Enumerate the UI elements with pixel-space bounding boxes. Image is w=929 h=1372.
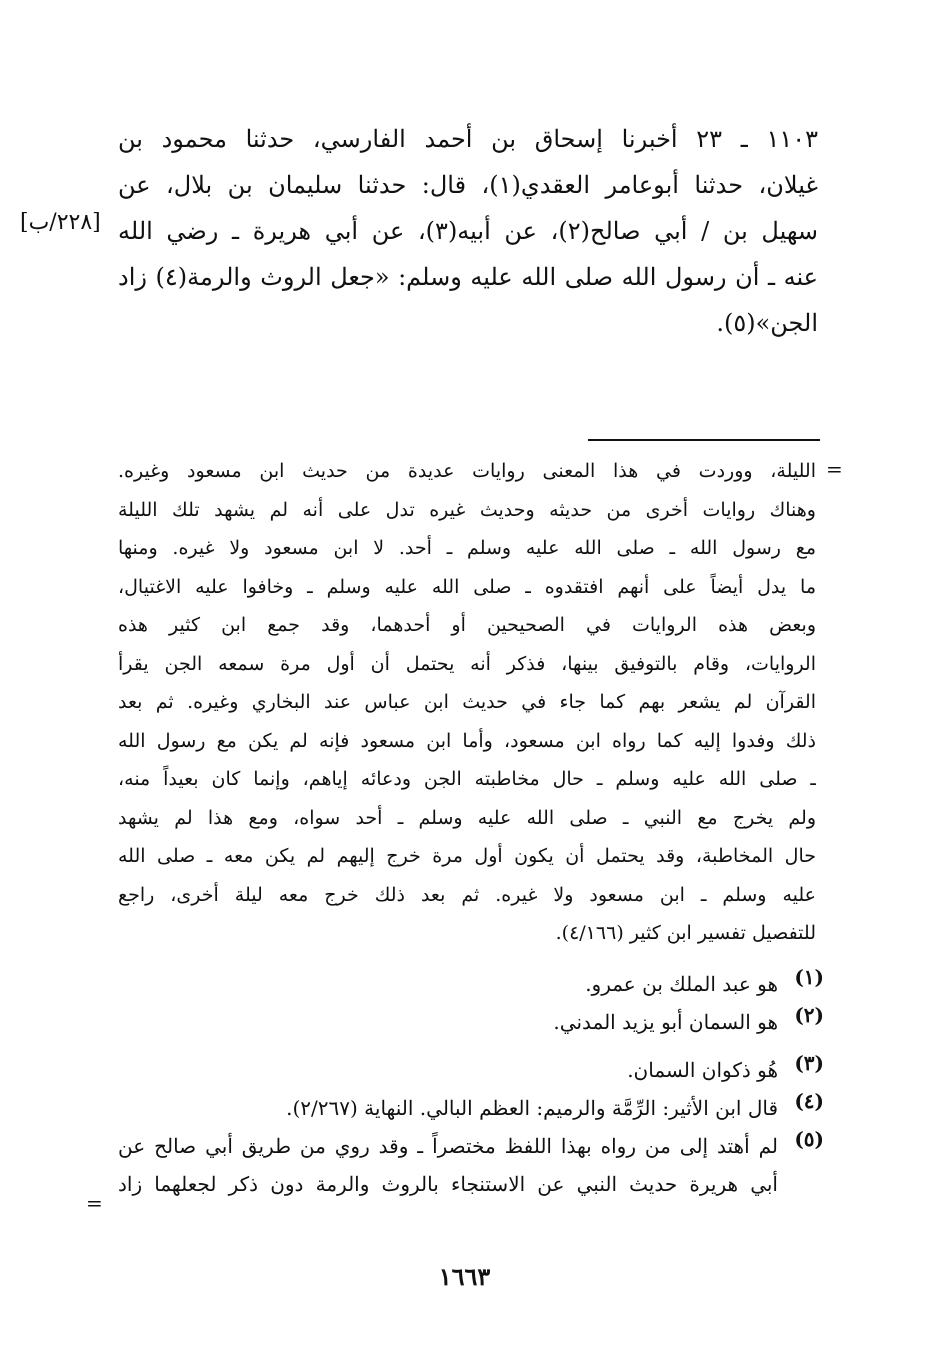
footnote-line: مع رسول الله ـ صلى الله عليه وسلم ـ أحد. لا ابن مسعود ولا غيره. ومنها xyxy=(118,537,816,559)
footnote-line: الليلة، ووردت في هذا المعنى روايات عديدة من حديث ابن مسعود وغيره. xyxy=(118,460,816,482)
footnote-text: هو عبد الملك بن عمرو. xyxy=(585,972,778,996)
hadith-text xyxy=(118,116,818,346)
footnote-text: لم أهتد إلى من رواه بهذا اللفظ مختصراً ـ وقد روي من طريق أبي صالح عن xyxy=(118,1134,778,1158)
manuscript-folio-reference: [٢٢٨/ب] xyxy=(20,210,101,235)
footnote-line: وبعض هذه الروايات في الصحيحين أو أحدهما، وقد جمع ابن كثير هذه xyxy=(118,614,816,636)
footnote-separator xyxy=(588,439,820,441)
footnote-line: وهناك روايات أخرى من حديثه وحديث غيره تدل على أنه لم يشهد تلك الليلة xyxy=(118,498,816,521)
footnote-line: ـ صلى الله عليه وسلم ـ حال مخاطبته الجن ودعائه إياهم، وإنما كان بعيداً منه، xyxy=(118,768,816,790)
footnote-number: (٣) xyxy=(794,1051,824,1075)
hadith-line: غيلان، حدثنا أبوعامر العقدي(١)، قال: حدثنا سليمان بن بلال، عن xyxy=(118,171,818,199)
page-number: ١٦٦٣ xyxy=(438,1262,491,1291)
footnote-continuation xyxy=(118,452,816,953)
footnote-text: هُو ذكوان السمان. xyxy=(627,1058,778,1082)
footnote-line: عليه وسلم ـ ابن مسعود ولا غيره. ثم بعد ذلك خرج معه ليلة أخرى، راجع xyxy=(118,883,816,906)
footnote-number: (١) xyxy=(794,965,824,989)
footnote-line: ولم يخرج مع النبي ـ صلى الله عليه وسلم ـ أحد سواه، ومع هذا لم يشهد xyxy=(118,806,816,829)
footnote-number: (٥) xyxy=(794,1127,824,1151)
footnote-line: القرآن لم يشعر بهم كما جاء في حديث ابن عباس عند البخاري وغيره. ثم بعد xyxy=(118,691,816,713)
footnote-number: (٢) xyxy=(794,1003,824,1027)
footnote-text: أبي هريرة حديث النبي عن الاستنجاء بالروث والرمة دون ذكر لجعلهما زاد xyxy=(118,1172,778,1196)
footnote-1 xyxy=(118,965,824,1003)
footnote-number: (٤) xyxy=(794,1089,824,1113)
hadith-line: عنه ـ أن رسول الله صلى الله عليه وسلم: «جعل الروث والرمة(٤) زاد xyxy=(118,263,818,291)
footnote-5 xyxy=(118,1127,824,1203)
footnote-line: حال المخاطبة، وقد يحتمل أن يكون أول مرة خرج إليهم لم يكن معه ـ صلى الله xyxy=(118,845,816,867)
footnote-3 xyxy=(118,1051,824,1089)
footnote-line: الروايات، وقام بالتوفيق بينها، فذكر أنه يحتمل أن أول مرة سمعه الجن يقرأ xyxy=(118,652,816,675)
continuation-mark-bottom: = xyxy=(86,1191,103,1215)
footnote-text: قال ابن الأثير: الرِّمَّة والرميم: العظم البالي. النهاية (٢/٢٦٧). xyxy=(286,1096,778,1120)
footnote-4 xyxy=(118,1089,824,1127)
hadith-line: الجن»(٥). xyxy=(716,309,818,337)
footnote-text: هو السمان أبو يزيد المدني. xyxy=(553,1010,778,1034)
hadith-line: سهيل بن / أبي صالح(٢)، عن أبيه(٣)، عن أبي هريرة ـ رضي الله xyxy=(118,217,818,245)
footnotes-list xyxy=(118,965,824,1203)
continuation-mark-top: = xyxy=(826,457,843,481)
footnote-line: ما يدل أيضاً على أنهم افتقدوه ـ صلى الله عليه وسلم ـ وخافوا عليه الاغتيال، xyxy=(118,575,816,598)
footnote-line: للتفصيل تفسير ابن كثير (٤/١٦٦). xyxy=(555,922,816,944)
hadith-line: ١١٠٣ ـ ٢٣ أخبرنا إسحاق بن أحمد الفارسي، حدثنا محمود بن xyxy=(118,125,818,153)
footnote-2 xyxy=(118,1003,824,1041)
footnote-line: ذلك وفدوا إليه كما رواه ابن مسعود، وأما ابن مسعود فإنه لم يكن مع رسول الله xyxy=(118,729,816,752)
